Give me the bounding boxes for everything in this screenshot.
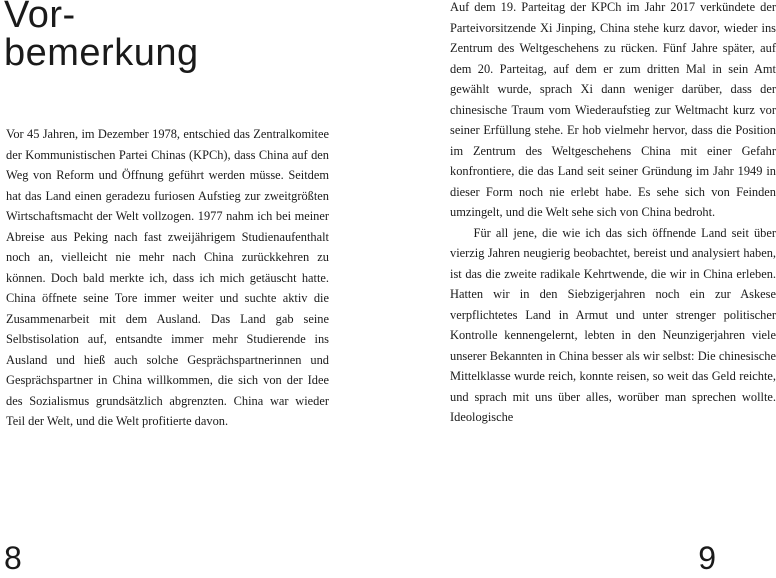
- right-text-column: [450, 0, 776, 428]
- chapter-heading: [4, 0, 199, 72]
- left-text-column: [6, 124, 329, 432]
- heading-line-2: bemerkung: [4, 32, 199, 74]
- right-page: [360, 0, 776, 578]
- page-number-left: 8: [4, 540, 22, 576]
- right-paragraph-2: Für all jene, die wie ich das sich öffnende Land seit über vierzig Jahren neugierig beobachtet, bereist und analysiert haben, ist das die zweite radikale Kehrtwende, die wir in China erleben. Hatten wir in den Siebzigerjahren noch ein zur Askese verpflichtetes Land in Armut und unter strenger politischer Kontrolle kennengelernt, lebten in den Neunzigerjahren viele unserer Bekannten in China besser als wir selbst: Die chinesische Mittelklasse wurde reich, konnte reisen, so weit das Geld reichte, und sprach mit uns über alles, worüber man sprechen wollte. Ideologische: [450, 225, 776, 424]
- left-page: [0, 0, 360, 578]
- heading-line-1: Vor-: [4, 0, 76, 36]
- right-paragraph-1: Auf dem 19. Parteitag der KPCh im Jahr 2017 verkündete der Parteivorsitzende Xi Jinping, China stehe kurz davor, wieder ins Zentrum des Weltgeschehens zu rücken. Fünf Jahre später, auf dem 20. Parteitag, auf dem er zum dritten Mal in sein Amt gewählt wurde, sprach Xi dann weniger darüber, dass der chinesische Traum vom Wiederaufstieg zur Weltmacht kurz vor seiner Erfüllung stehe. Er hob vielmehr hervor, dass die Position im Zentrum des Weltgeschehens China mit einer Gefahr konfrontiere, die das Land seit seiner Gründung im Jahr 1949 in dieser Form noch nie erlebt habe. Es sehe sich von Feinden umzingelt, und die Welt sehe sich von China bedroht.: [450, 0, 776, 219]
- page-number-right: 9: [698, 540, 716, 576]
- left-paragraph-1: Vor 45 Jahren, im Dezember 1978, entschied das Zentralkomitee der Kommunistischen Partei Chinas (KPCh), dass China auf den Weg von Reform und Öffnung geführt werden müsse. Seitdem hat das Land einen geradezu furiosen Aufstieg zur zweitgrößten Wirtschaftsmacht der Welt vollzogen. 1977 nahm ich bei meiner Abreise aus Peking nach fast zweijährigem Studienaufenthalt noch an, vielleicht nie mehr nach China zurückkehren zu können. Doch bald merkte ich, dass ich mich getäuscht hatte. China öffnete seine Tore immer weiter und suchte aktiv die Zusammenarbeit mit dem Ausland. Das Land gab seine Selbstisolation auf, entsandte immer mehr Studierende ins Ausland und hieß auch solche Gesprächspartnerinnen und Gesprächspartner in China willkommen, die sich von der Idee des Sozialismus grundsätzlich abgrenzten. China war wieder Teil der Welt, und die Welt profitierte davon.: [6, 127, 329, 428]
